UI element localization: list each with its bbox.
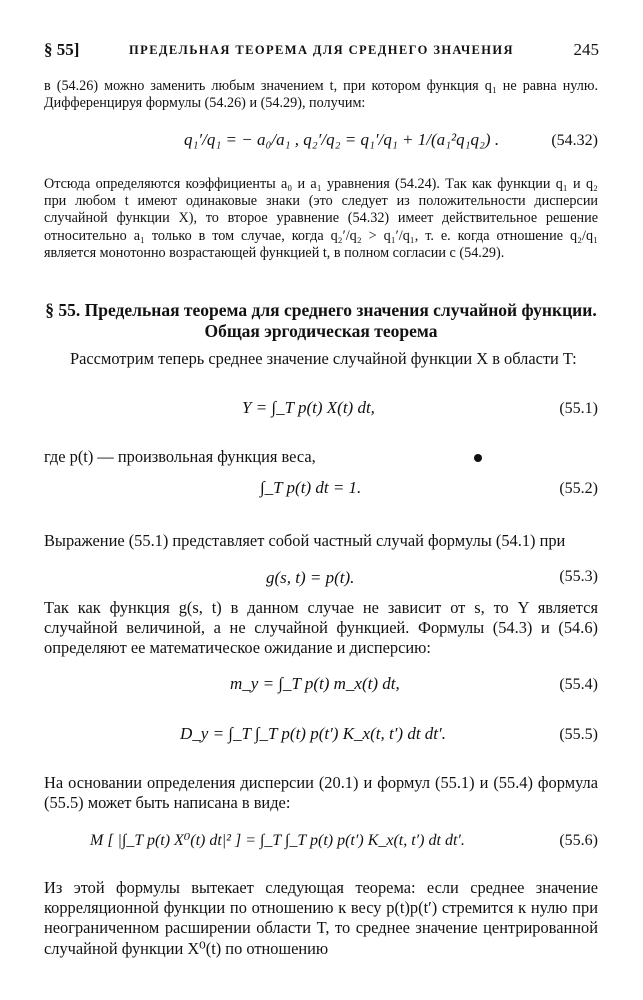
running-header — [44, 40, 599, 62]
equation-number: (55.3) — [559, 568, 598, 585]
equation-number: (55.5) — [559, 726, 598, 743]
paragraph-7: На основании определения дисперсии (20.1) и формул (55.1) и (55.4) формула (55.5) может быть написана в виде: — [44, 773, 598, 813]
page-number: 245 — [573, 40, 599, 59]
paragraph-8: Из этой формулы вытекает следующая теорема: если среднее значение корреляционной функции по отношению к весу p(t)p(t′) стремится к нулю при неограниченном расширении области T, то среднее значение центрированной случайной функции X⁰(t) по отношению — [44, 878, 598, 958]
equation-number: (55.2) — [559, 480, 598, 497]
header-title: ПРЕДЕЛЬНАЯ ТЕОРЕМА ДЛЯ СРЕДНЕГО ЗНАЧЕНИЯ — [129, 43, 514, 57]
paragraph-5: Выражение (55.1) представляет собой частный случай формулы (54.1) при — [44, 531, 566, 550]
paragraph-6: Так как функция g(s, t) в данном случае не зависит от s, то Y является случайной величиной, а не случайной функцией. Формулы (54.3) и (54.6) определяют ее математическое ожидание и дисперсию: — [44, 598, 598, 658]
equation-formula: Y = ∫_T p(t) X(t) dt, — [242, 398, 375, 417]
paragraph-2: Отсюда определяются коэффициенты a₀ и a₁ уравнения (54.24). Так как функции q₁ и q₂ при любом t имеют одинаковые знаки (это следует из положительности дисперсии случайной функции X), то второе уравнение (54.32) имеет действительное решение относительно a₁ только в том случае, когда q₂′/q₂ > q₁′/q₁, т. е. когда отношение q₂/q₁ является монотонно возрастающей функцией t, в полном согласии с (54.29). — [44, 176, 598, 261]
equation-formula: D_y = ∫_T ∫_T p(t) p(t′) K_x(t, t′) dt dt′. — [180, 724, 446, 743]
equation-55-3 — [44, 566, 598, 594]
equation-55-5 — [44, 718, 598, 760]
paragraph-4: где p(t) — произвольная функция веса, — [44, 447, 316, 466]
equation-formula: m_y = ∫_T p(t) m_x(t) dt, — [230, 674, 400, 693]
equation-55-2 — [44, 472, 598, 512]
paragraph-1: в (54.26) можно заменить любым значением t, при котором функция q₁ не равна нулю. Дифференцируя формулы (54.26) и (54.29), получим: — [44, 78, 598, 112]
equation-54-32 — [44, 118, 598, 166]
equation-formula: M [ |∫_T p(t) X⁰(t) dt|² ] = ∫_T ∫_T p(t) p(t′) K_x(t, t′) dt dt′. — [90, 832, 465, 849]
section-title: § 55. Предельная теорема для среднего значения случайной функции. Общая эргодическая теорема — [45, 300, 597, 341]
equation-number: (55.1) — [559, 400, 598, 417]
equation-55-1 — [44, 392, 598, 432]
equation-55-4 — [44, 668, 598, 710]
equation-formula: ∫_T p(t) dt = 1. — [260, 478, 362, 497]
equation-55-6 — [44, 818, 598, 868]
paragraph-3: Рассмотрим теперь среднее значение случайной функции X в области T: — [70, 349, 577, 368]
equation-number: (55.6) — [559, 832, 598, 849]
equation-number: (55.4) — [559, 676, 598, 693]
equation-formula: q₁′/q₁ = − a₀/a₁ , q₂′/q₂ = q₁′/q₁ + 1/(a₁²q₁q₂) . — [184, 130, 500, 149]
ink-dot — [474, 454, 482, 462]
header-section: § 55] — [44, 40, 80, 59]
equation-formula: g(s, t) = p(t). — [266, 568, 355, 587]
equation-number: (54.32) — [551, 132, 598, 149]
